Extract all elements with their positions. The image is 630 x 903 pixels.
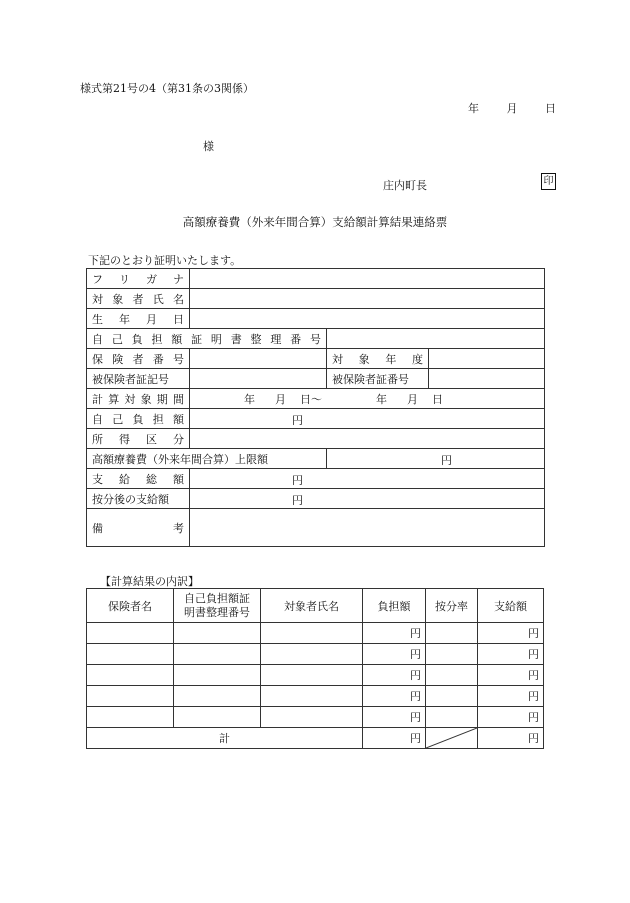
diagonal-strike — [426, 728, 477, 748]
yen-unit: 円 — [528, 669, 539, 682]
split-rate-cell[interactable] — [426, 623, 478, 644]
period-from-year: 年 — [244, 392, 255, 406]
remarks-label: 備 考 — [92, 521, 184, 535]
burden-cell[interactable] — [363, 707, 426, 728]
person-name-cell[interactable] — [261, 686, 363, 707]
seal-mark: 印 — [541, 173, 556, 190]
target-year-field[interactable] — [429, 349, 545, 369]
post-split-payment-label: 按分後の支給額 — [87, 489, 190, 509]
addressee-suffix: 様 — [203, 140, 214, 153]
name-row — [87, 289, 545, 309]
cert-number-cell[interactable] — [174, 644, 261, 665]
header-burden: 負担額 — [363, 589, 426, 623]
remarks-field[interactable] — [190, 509, 545, 547]
total-split-rate-cell — [426, 728, 478, 749]
yen-unit: 円 — [292, 474, 303, 487]
header-payment: 支給額 — [478, 589, 544, 623]
issue-date — [468, 100, 556, 116]
yen-unit: 円 — [441, 454, 452, 467]
breakdown-row — [87, 665, 544, 686]
burden-cell[interactable] — [363, 665, 426, 686]
income-class-field[interactable] — [190, 429, 545, 449]
furigana-field[interactable] — [190, 269, 545, 289]
header-cert-number — [174, 589, 261, 623]
date-year: 年 — [468, 102, 479, 115]
header-person-name: 対象者氏名 — [261, 589, 363, 623]
cert-number-cell[interactable] — [174, 665, 261, 686]
total-payment-label: 支 給 総 額 — [92, 472, 184, 486]
insured-card-number-label: 被保険者証番号 — [327, 369, 429, 389]
limit-field[interactable] — [327, 449, 545, 469]
insurer-number-label: 保 険 者 番 号 — [92, 352, 184, 366]
self-pay-row — [87, 409, 545, 429]
self-pay-field[interactable] — [190, 409, 545, 429]
burden-cell[interactable] — [363, 623, 426, 644]
person-name-cell[interactable] — [261, 623, 363, 644]
yen-unit: 円 — [528, 711, 539, 724]
insurer-name-cell[interactable] — [87, 686, 174, 707]
birth-date-label: 生 年 月 日 — [92, 312, 184, 326]
furigana-row — [87, 269, 545, 289]
header-cert-number-line1: 自己負担額証 — [184, 591, 250, 605]
form-number: 様式第21号の4（第31条の3関係） — [80, 82, 254, 95]
period-to-day: 日 — [432, 392, 443, 406]
total-payment-row — [87, 469, 545, 489]
breakdown-row — [87, 686, 544, 707]
period-to-year: 年 — [376, 392, 387, 406]
breakdown-table — [86, 588, 544, 749]
split-rate-cell[interactable] — [426, 644, 478, 665]
income-class-label: 所 得 区 分 — [92, 432, 184, 446]
period-to-month: 月 — [407, 392, 418, 406]
person-name-cell[interactable] — [261, 644, 363, 665]
insured-card-symbol-field[interactable] — [190, 369, 327, 389]
post-split-payment-field[interactable] — [190, 489, 545, 509]
yen-unit: 円 — [410, 648, 421, 661]
person-name-cell[interactable] — [261, 665, 363, 686]
yen-unit: 円 — [410, 669, 421, 682]
birth-date-row — [87, 309, 545, 329]
date-month: 月 — [506, 102, 518, 115]
insurer-row — [87, 349, 545, 369]
header-insurer-name: 保険者名 — [87, 589, 174, 623]
cert-number-cell[interactable] — [174, 707, 261, 728]
insurer-number-field[interactable] — [190, 349, 327, 369]
breakdown-row — [87, 623, 544, 644]
insured-card-symbol-label: 被保険者証記号 — [87, 369, 190, 389]
person-name-cell[interactable] — [261, 707, 363, 728]
cert-number-cell[interactable] — [174, 686, 261, 707]
yen-unit: 円 — [410, 732, 421, 745]
header-cert-number-line2: 明書整理番号 — [184, 605, 250, 619]
insurer-name-cell[interactable] — [87, 623, 174, 644]
breakdown-row — [87, 707, 544, 728]
issuer-title: 庄内町長 — [383, 179, 427, 192]
date-day: 日 — [545, 102, 556, 115]
insurer-name-cell[interactable] — [87, 644, 174, 665]
payment-cell[interactable] — [478, 665, 544, 686]
yen-unit: 円 — [292, 414, 303, 427]
income-class-row — [87, 429, 545, 449]
insurer-name-cell[interactable] — [87, 665, 174, 686]
total-burden-cell[interactable] — [363, 728, 426, 749]
split-rate-cell[interactable] — [426, 665, 478, 686]
calc-period-label: 計 算 対 象 期 間 — [92, 392, 184, 406]
cert-number-field[interactable] — [327, 329, 545, 349]
yen-unit: 円 — [410, 711, 421, 724]
period-from-month: 月 — [275, 392, 286, 406]
yen-unit: 円 — [528, 732, 539, 745]
target-year-label: 対 象 年 度 — [332, 352, 423, 366]
yen-unit: 円 — [528, 648, 539, 661]
breakdown-total-row — [87, 728, 544, 749]
limit-label: 高額療養費（外来年間合算）上限額 — [87, 449, 327, 469]
breakdown-header-row — [87, 589, 544, 623]
header-split-rate: 按分率 — [426, 589, 478, 623]
insured-card-row — [87, 369, 545, 389]
name-field[interactable] — [190, 289, 545, 309]
cert-number-label: 自 己 負 担 額 証 明 書 整 理 番 号 — [92, 332, 321, 346]
payment-cell[interactable] — [478, 623, 544, 644]
yen-unit: 円 — [528, 690, 539, 703]
yen-unit: 円 — [410, 627, 421, 640]
payment-cell[interactable] — [478, 707, 544, 728]
total-label: 計 — [87, 728, 363, 749]
burden-cell[interactable] — [363, 644, 426, 665]
burden-cell[interactable] — [363, 686, 426, 707]
calc-period-row — [87, 389, 545, 409]
name-label: 対 象 者 氏 名 — [92, 292, 184, 306]
breakdown-heading: 【計算結果の内訳】 — [100, 575, 199, 588]
period-from-day: 日～ — [300, 392, 322, 406]
payment-cell[interactable] — [478, 644, 544, 665]
total-payment-cell[interactable] — [478, 728, 544, 749]
split-rate-cell[interactable] — [426, 686, 478, 707]
breakdown-row — [87, 644, 544, 665]
split-rate-cell[interactable] — [426, 707, 478, 728]
insured-card-number-field[interactable] — [429, 369, 545, 389]
total-payment-field[interactable] — [190, 469, 545, 489]
intro-text: 下記のとおり証明いたします。 — [88, 254, 242, 267]
remarks-row — [87, 509, 545, 547]
payment-cell[interactable] — [478, 686, 544, 707]
furigana-label: フ リ ガ ナ — [92, 272, 184, 286]
insurer-name-cell[interactable] — [87, 707, 174, 728]
post-split-payment-row — [87, 489, 545, 509]
cert-number-cell[interactable] — [174, 623, 261, 644]
cert-number-row — [87, 329, 545, 349]
main-info-table — [86, 268, 545, 547]
birth-date-field[interactable] — [190, 309, 545, 329]
self-pay-label: 自 己 負 担 額 — [92, 412, 184, 426]
limit-row — [87, 449, 545, 469]
calc-period-field[interactable] — [190, 389, 545, 409]
yen-unit: 円 — [410, 690, 421, 703]
yen-unit: 円 — [292, 494, 303, 507]
yen-unit: 円 — [528, 627, 539, 640]
document-title: 高額療養費（外来年間合算）支給額計算結果連絡票 — [182, 215, 448, 229]
